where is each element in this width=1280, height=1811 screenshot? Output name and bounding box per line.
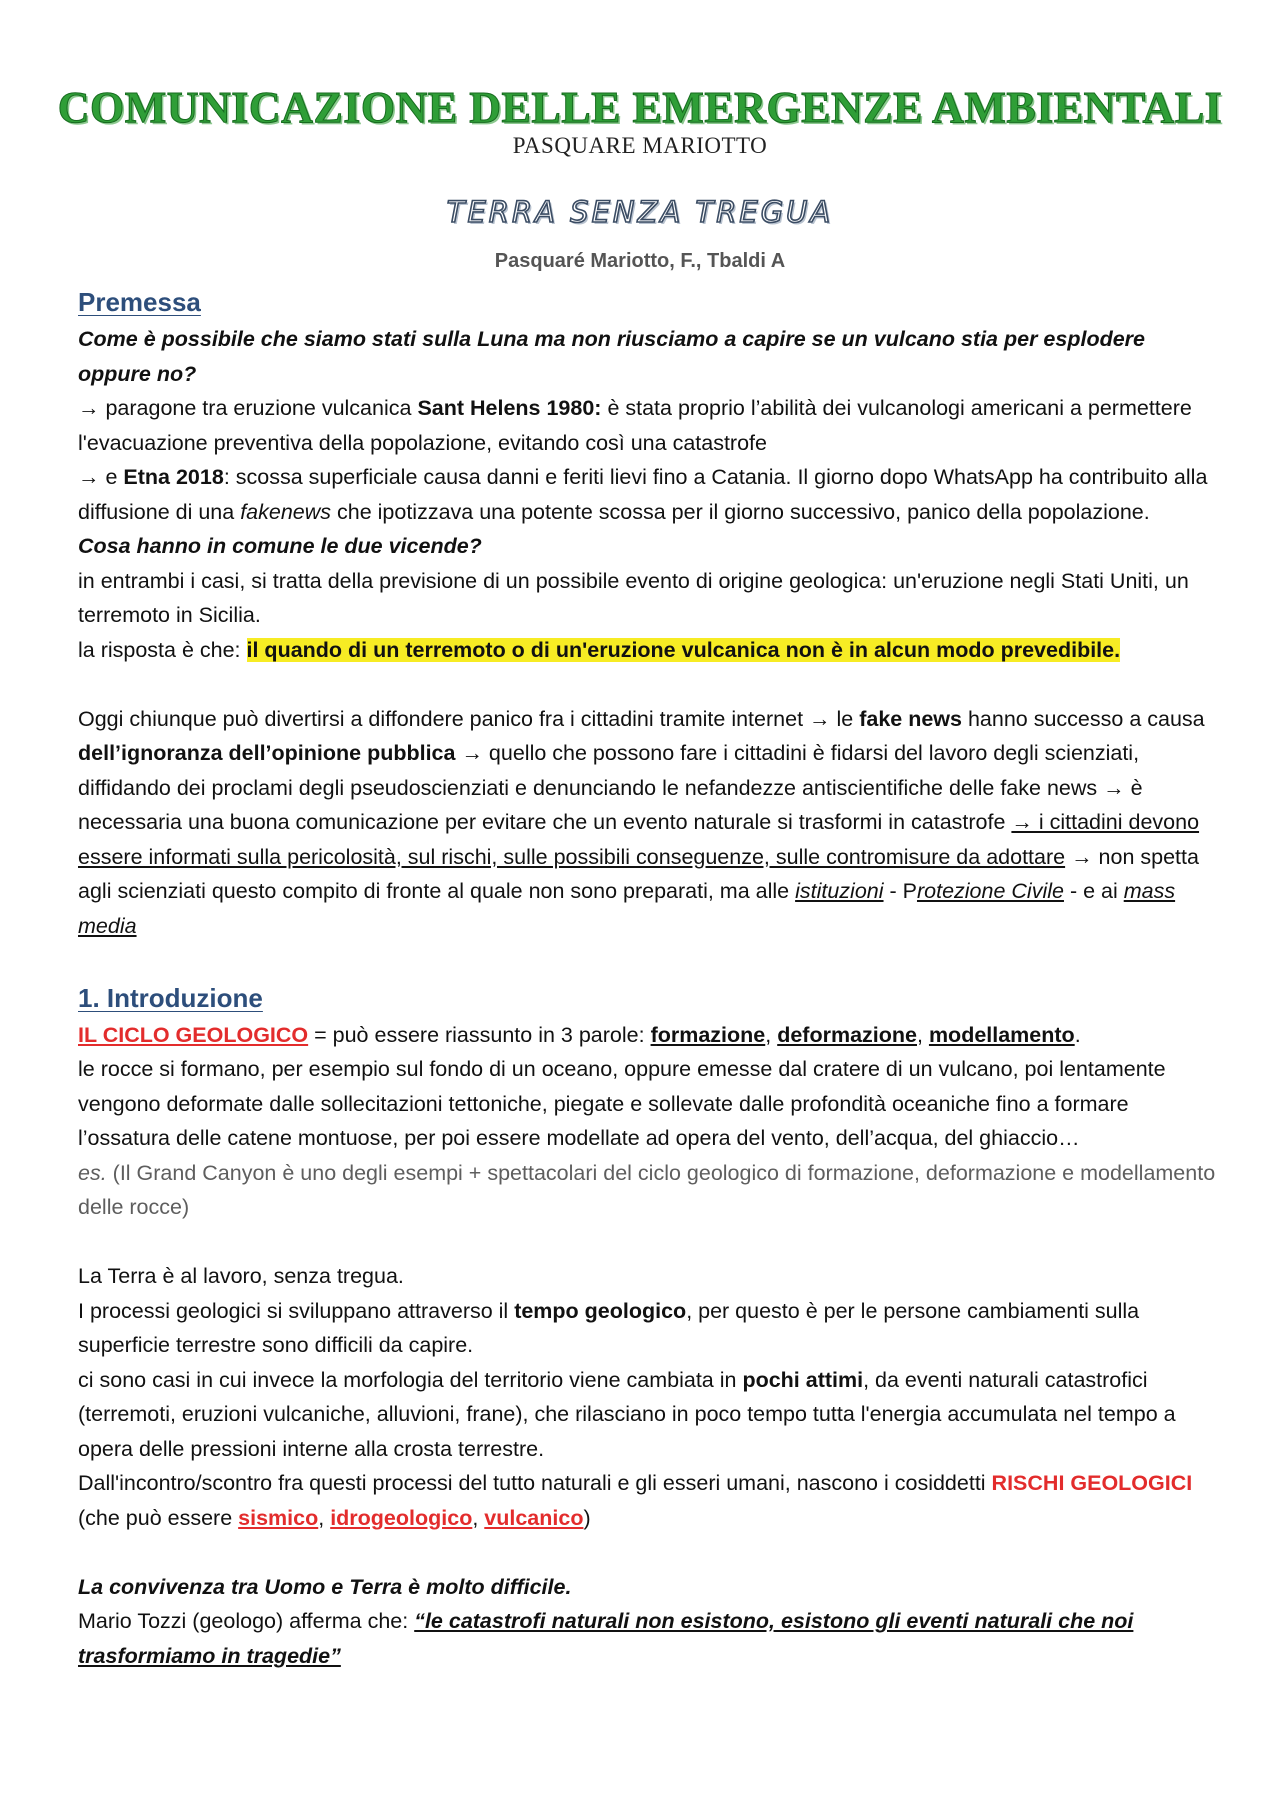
intro-paragraph-attimi: ci sono casi in cui invece la morfologia del territorio viene cambiata in pochi attimi, da eventi naturali catastrofici (terremoti, eruzioni vulcaniche, alluvioni, frane), che rilasciano in poco tempo tutta l'energia accumulata nel tempo a opera delle pressioni interne alla crosta terrestre. <box>78 1367 1176 1461</box>
premessa-paragraph-sant-helens: → paragone tra eruzione vulcanica Sant Helens 1980: è stata proprio l’abilità dei vulcanologi americani a permettere l'evacuazione preventiva della popolazione, evitando così una catastrofe <box>78 396 1192 455</box>
intro-paragraph-convivenza: La convivenza tra Uomo e Terra è molto difficile. <box>78 1574 572 1599</box>
intro-paragraph-tempo: I processi geologici si sviluppano attraverso il tempo geologico, per questo è per le persone cambiamenti sulla superficie terrestre sono difficili da capire. <box>78 1298 1140 1357</box>
premessa-question-2: Cosa hanno in comune le due vicende? <box>78 534 482 558</box>
premessa-paragraph-etna: → e Etna 2018: scossa superficiale causa danni e feriti lievi fino a Catania. Il giorno dopo WhatsApp ha contribuito alla diffusione di una fakenews che ipotizzava una potente scossa per il giorno successivo, panico della popolazione. <box>78 465 1208 524</box>
intro-paragraph-terra: La Terra è al lavoro, senza tregua. <box>78 1264 404 1288</box>
document-body <box>78 282 1218 1673</box>
intro-paragraph-rocce: le rocce si formano, per esempio sul fondo di un oceano, oppure emesse dal cratere di un vulcano, poi lentamente vengono deformate dalle sollecitazioni tettoniche, piegate e sollevate dalle profondità oceaniche fino a formare l’ossatura delle catene montuose, per poi essere modellate ad opera del vento, dell’acqua, del ghiaccio… <box>78 1057 1166 1150</box>
intro-paragraph-rischi: Dall'incontro/scontro fra questi processi del tutto naturali e gli esseri umani, nascono i cosiddetti RISCHI GEOLOGICI (che può essere sismico, idrogeologico, vulcanico) <box>78 1471 1193 1530</box>
premessa-paragraph-common: in entrambi i casi, si tratta della previsione di un possibile evento di origine geologica: un'eruzione negli Stati Uniti, un terremoto in Sicilia. <box>78 568 1189 627</box>
premessa-paragraph-fake-news: Oggi chiunque può divertirsi a diffondere panico fra i cittadini tramite internet → le fake news hanno successo a causa dell’ignoranza dell’opinione pubblica → quello che possono fare i cittadini è fidarsi del lavoro degli scienziati, diffidando dei proclami degli pseudoscienziati e denunciando le nefandezze antiscientifiche delle fake news → è necessaria una buona comunicazione per evitare che un evento naturale si trasformi in catastrofe → i cittadini devono essere informati sulla pericolosità, sul rischi, sulle possibili conseguenze, sulle contromisure da adottare → non spetta agli scienziati questo compito di fronte al quale non sono preparati, ma alle istituzioni - Protezione Civile - e ai mass media <box>78 706 1205 938</box>
section-heading-premessa: Premessa <box>78 287 201 317</box>
document-title: COMUNICAZIONE DELLE EMERGENZE AMBIENTALI <box>57 83 1223 132</box>
intro-paragraph-quote: Mario Tozzi (geologo) afferma che: “le catastrofi naturali non esistono, esistono gli eventi naturali che noi trasformiamo in tragedie” <box>78 1609 1134 1668</box>
book-authors: Pasquaré Mariotto, F., Tbaldi A <box>494 250 786 272</box>
section-heading-introduzione: 1. Introduzione <box>78 982 263 1013</box>
tozzi-quote: “le catastrofi naturali non esistono, esistono gli eventi naturali che noi trasformiamo in tragedie” <box>78 1609 1134 1668</box>
book-title: TERRA SENZA TREGUA <box>446 195 834 229</box>
document-subtitle: PASQUARE MARIOTTO <box>512 133 768 158</box>
intro-paragraph-example: es. (Il Grand Canyon è uno degli esempi + spettacolari del ciclo geologico di formazione, deformazione e modellamento delle rocce) <box>78 1160 1216 1219</box>
premessa-paragraph-answer: la risposta è che: il quando di un terremoto o di un'eruzione vulcanica non è in alcun modo prevedibile. <box>78 637 1121 662</box>
premessa-question: Come è possibile che siamo stati sulla Luna ma non riusciamo a capire se un vulcano stia per esplodere oppure no? <box>78 327 1145 386</box>
intro-paragraph-ciclo: IL CICLO GEOLOGICO = può essere riassunto in 3 parole: formazione, deformazione, modellamento. <box>78 1022 1081 1047</box>
highlighted-answer: il quando di un terremoto o di un'eruzione vulcanica non è in alcun modo prevedibile. <box>246 637 1121 662</box>
